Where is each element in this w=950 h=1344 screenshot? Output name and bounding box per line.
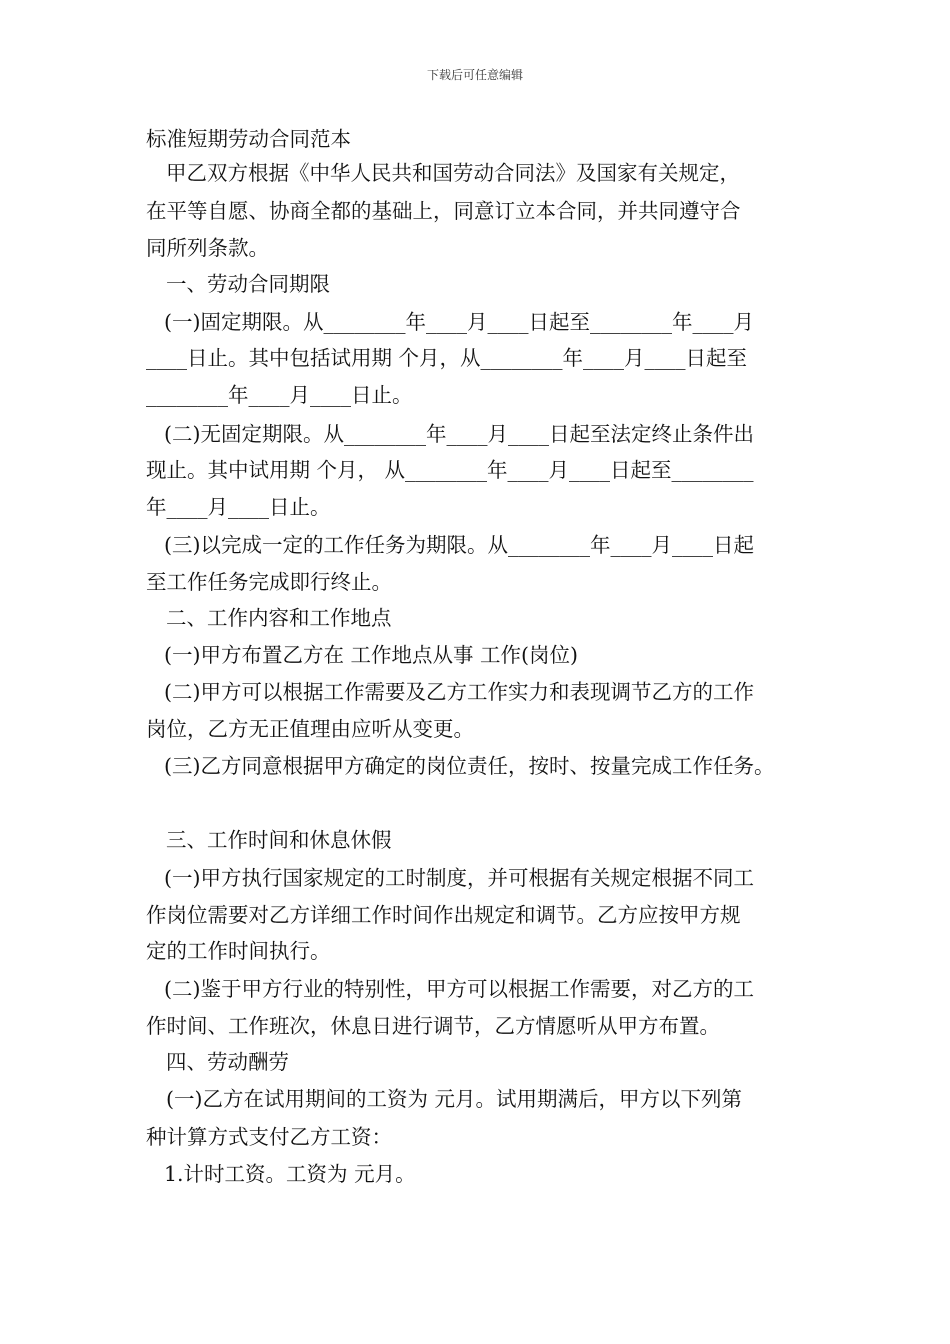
paragraph-line: (一)乙方在试用期间的工资为 元月。试用期满后，甲方以下列第: [166, 1087, 743, 1111]
section-heading: 二、工作内容和工作地点: [166, 606, 392, 630]
document-title: 标准短期劳动合同范本: [146, 127, 351, 151]
paragraph-line: 甲乙双方根据《中华人民共和国劳动合同法》及国家有关规定，: [166, 161, 740, 185]
paragraph-line: 种计算方式支付乙方工资：: [146, 1125, 392, 1149]
page-header: 下载后可任意编辑: [426, 68, 523, 82]
paragraph-line: 定的工作时间执行。: [146, 939, 331, 963]
paragraph-line: 作时间、工作班次，休息日进行调节，乙方情愿听从甲方布置。: [146, 1014, 720, 1038]
paragraph-line: (二)鉴于甲方行业的特别性，甲方可以根据工作需要，对乙方的工: [164, 977, 754, 1001]
paragraph-line: ________年____月____日止。: [146, 383, 413, 407]
section-heading: 一、劳动合同期限: [166, 272, 330, 296]
paragraph-line: (二)无固定期限。从________年____月____日起至法定终止条件出: [164, 422, 754, 446]
paragraph-line: (三)乙方同意根据甲方确定的岗位责任，按时、按量完成工作任务。: [164, 754, 775, 778]
paragraph-line: 1.计时工资。工资为 元月。: [164, 1162, 416, 1186]
paragraph-line: 至工作任务完成即行终止。: [146, 570, 392, 594]
paragraph-line: 作岗位需要对乙方详细工作时间作出规定和调节。乙方应按甲方规: [146, 903, 741, 927]
paragraph-line: 同所列条款。: [146, 236, 269, 260]
paragraph-line: (二)甲方可以根据工作需要及乙方工作实力和表现调节乙方的工作: [164, 680, 754, 704]
paragraph-line: (三)以完成一定的工作任务为期限。从________年____月____日起: [164, 533, 754, 557]
section-heading: 四、劳动酬劳: [166, 1050, 289, 1074]
paragraph-line: (一)甲方执行国家规定的工时制度，并可根据有关规定根据不同工: [164, 866, 754, 890]
paragraph-line: (一)甲方布置乙方在 工作地点从事 工作(岗位): [164, 643, 579, 667]
paragraph-line: 在平等自愿、协商全都的基础上，同意订立本合同，并共同遵守合: [146, 199, 741, 223]
section-heading: 三、工作时间和休息休假: [166, 828, 392, 852]
paragraph-line: 岗位，乙方无正值理由应听从变更。: [146, 717, 474, 741]
paragraph-line: ____日止。其中包括试用期 个月，从________年____月____日起至: [146, 346, 748, 370]
paragraph-line: 年____月____日止。: [146, 495, 331, 519]
paragraph-line: (一)固定期限。从________年____月____日起至________年____月: [164, 310, 754, 334]
paragraph-line: 现止。其中试用期 个月， 从________年____月____日起至________: [146, 458, 754, 482]
